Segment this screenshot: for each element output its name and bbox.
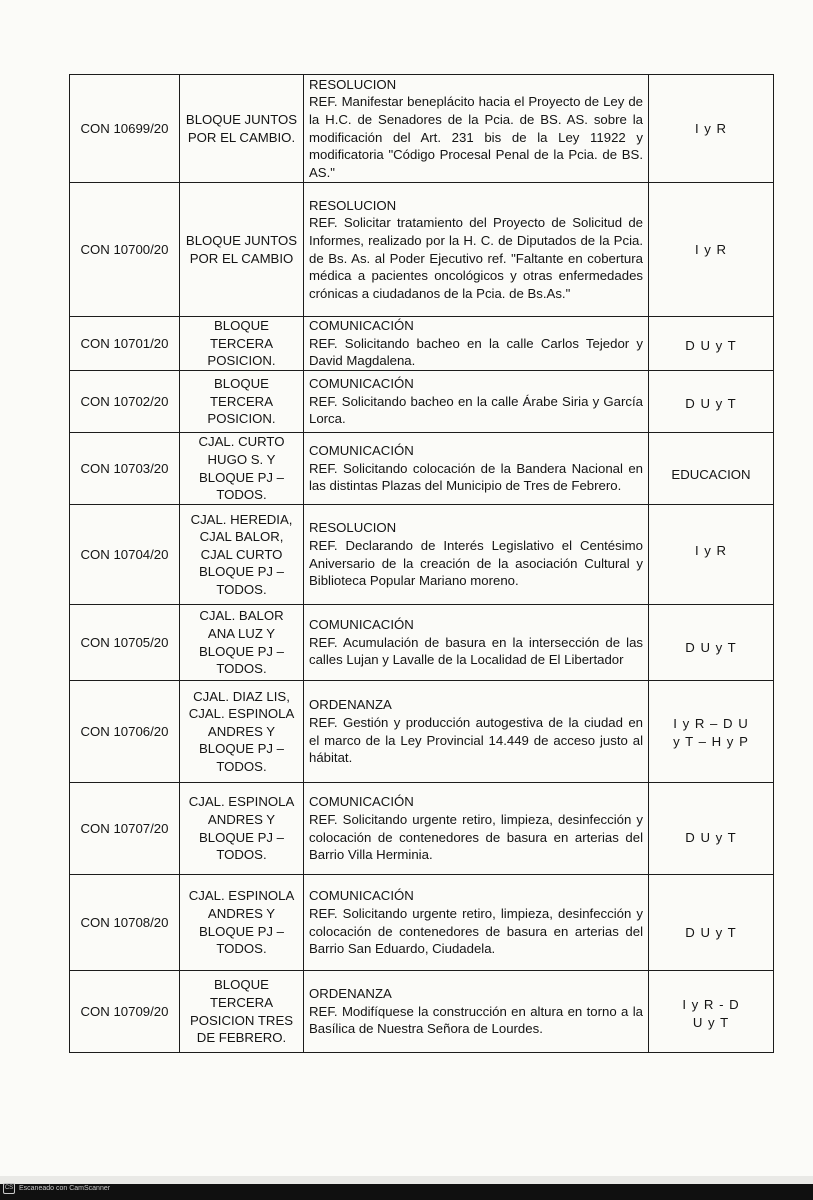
table-row	[70, 875, 774, 971]
author: CJAL. CURTO HUGO S. Y BLOQUE PJ – TODOS.	[180, 433, 304, 505]
table-row	[70, 75, 774, 183]
description-cell	[304, 183, 649, 317]
table-row	[70, 783, 774, 875]
document-type: RESOLUCION	[309, 197, 397, 213]
expediente-code: CON 10704/20	[70, 505, 180, 605]
expedientes-table	[69, 74, 774, 1053]
expediente-code: CON 10701/20	[70, 317, 180, 371]
expediente-code: CON 10706/20	[70, 681, 180, 783]
description-cell	[304, 75, 649, 183]
commission: D U y T	[649, 317, 774, 371]
description: REF. Solicitando urgente retiro, limpieza, desinfección y colocación de contenedores de basura en arterias del Barrio San Eduardo, Ciudadela.	[309, 905, 643, 957]
scan-bottom-edge	[0, 1176, 813, 1200]
description-cell	[304, 783, 649, 875]
description-cell	[304, 371, 649, 433]
description: REF. Solicitando urgente retiro, limpieza, desinfección y colocación de contenedores de basura en arterias del Barrio Villa Herminia.	[309, 811, 643, 863]
document-type: RESOLUCION	[309, 76, 397, 92]
description-cell	[304, 505, 649, 605]
description: REF. Solicitando bacheo en la calle Árabe Siria y García Lorca.	[309, 393, 643, 427]
document-type: COMUNICACIÓN	[309, 443, 414, 459]
expediente-code: CON 10699/20	[70, 75, 180, 183]
document-type: RESOLUCION	[309, 520, 397, 536]
description-cell	[304, 875, 649, 971]
description-cell	[304, 605, 649, 681]
document-type: ORDENANZA	[309, 986, 392, 1002]
document-type: ORDENANZA	[309, 697, 392, 713]
table-row	[70, 505, 774, 605]
description: REF. Acumulación de basura en la intersección de las calles Lujan y Lavalle de la Localidad de El Libertador	[309, 634, 643, 668]
table-row	[70, 371, 774, 433]
expediente-code: CON 10705/20	[70, 605, 180, 681]
table-row	[70, 605, 774, 681]
author: CJAL. BALOR ANA LUZ Y BLOQUE PJ – TODOS.	[180, 605, 304, 681]
expediente-code: CON 10702/20	[70, 371, 180, 433]
commission: I y R - D U y T	[649, 971, 774, 1053]
scanner-text: Escaneado con CamScanner	[19, 1185, 111, 1192]
description-cell	[304, 681, 649, 783]
commission: EDUCACION	[649, 433, 774, 505]
table-row	[70, 971, 774, 1053]
commission: D U y T	[649, 371, 774, 433]
description-cell	[304, 433, 649, 505]
author: BLOQUE JUNTOS POR EL CAMBIO.	[180, 75, 304, 183]
table-body	[70, 75, 774, 1053]
author: CJAL. HEREDIA, CJAL BALOR, CJAL CURTO BLOQUE PJ – TODOS.	[180, 505, 304, 605]
author: BLOQUE TERCERA POSICION TRES DE FEBRERO.	[180, 971, 304, 1053]
author: CJAL. ESPINOLA ANDRES Y BLOQUE PJ – TODOS.	[180, 875, 304, 971]
table-row	[70, 681, 774, 783]
document-type: COMUNICACIÓN	[309, 794, 414, 810]
description-cell	[304, 971, 649, 1053]
author: BLOQUE JUNTOS POR EL CAMBIO	[180, 183, 304, 317]
description: REF. Manifestar beneplácito hacia el Proyecto de Ley de la H.C. de Senadores de la Pcia. de BS. AS. sobre la modificación del Art. 231 bis de la Ley 11922 y modificatoria "Código Procesal Penal de la Pcia. de BS. AS."	[309, 94, 643, 180]
document-type: COMUNICACIÓN	[309, 617, 414, 633]
table-row	[70, 433, 774, 505]
description: REF. Declarando de Interés Legislativo el Centésimo Aniversario de la creación de la asociación Cultural y Biblioteca Popular Mariano moreno.	[309, 537, 643, 589]
expediente-code: CON 10709/20	[70, 971, 180, 1053]
description-cell	[304, 317, 649, 371]
camscanner-icon: CS	[3, 1183, 15, 1194]
commission: D U y T	[649, 605, 774, 681]
description: REF. Gestión y producción autogestiva de la ciudad en el marco de la Ley Provincial 14.449 de acceso justo al hábitat.	[309, 714, 643, 766]
document-type: COMUNICACIÓN	[309, 376, 414, 392]
scanner-watermark	[3, 1183, 110, 1194]
author: BLOQUE TERCERA POSICION.	[180, 317, 304, 371]
commission: D U y T	[649, 783, 774, 875]
commission: D U y T	[649, 875, 774, 971]
commission: I y R	[649, 505, 774, 605]
document-type: COMUNICACIÓN	[309, 888, 414, 904]
author: BLOQUE TERCERA POSICION.	[180, 371, 304, 433]
description: REF. Modifíquese la construcción en altura en torno a la Basílica de Nuestra Señora de Lourdes.	[309, 1003, 643, 1037]
table-row	[70, 317, 774, 371]
description: REF. Solicitando bacheo en la calle Carlos Tejedor y David Magdalena.	[309, 335, 643, 369]
commission: I y R – D U y T – H y P	[649, 681, 774, 783]
expediente-code: CON 10703/20	[70, 433, 180, 505]
document-type: COMUNICACIÓN	[309, 318, 414, 334]
author: CJAL. ESPINOLA ANDRES Y BLOQUE PJ – TODOS.	[180, 783, 304, 875]
commission: I y R	[649, 183, 774, 317]
table-row	[70, 183, 774, 317]
expediente-code: CON 10707/20	[70, 783, 180, 875]
description: REF. Solicitando colocación de la Bandera Nacional en las distintas Plazas del Municipio de Tres de Febrero.	[309, 460, 643, 494]
description: REF. Solicitar tratamiento del Proyecto de Solicitud de Informes, realizado por la H. C. de Diputados de la Pcia. de Bs. As. al Poder Ejecutivo ref. "Faltante en cobertura médica a pacientes oncológicos y otras enfermedades crónicas a ciudadanos de la Pcia. de Bs.As."	[309, 215, 643, 301]
commission: I y R	[649, 75, 774, 183]
expediente-code: CON 10708/20	[70, 875, 180, 971]
sheet-edge	[0, 1176, 813, 1184]
author: CJAL. DIAZ LIS, CJAL. ESPINOLA ANDRES Y BLOQUE PJ – TODOS.	[180, 681, 304, 783]
expediente-code: CON 10700/20	[70, 183, 180, 317]
